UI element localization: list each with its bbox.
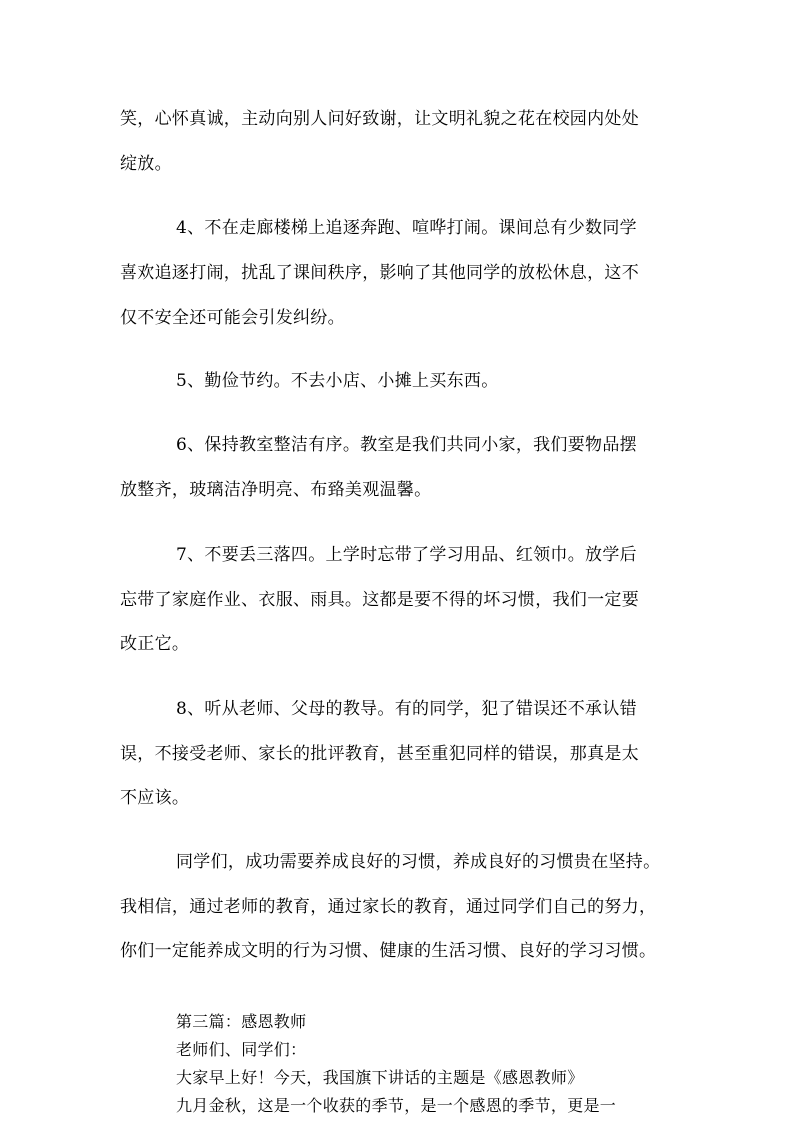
paragraph-line-2: 绽放。 bbox=[120, 154, 172, 174]
greeting-line: 大家早上好！今天，我国旗下讲话的主题是《感恩教师》 bbox=[176, 1068, 584, 1087]
paragraph-line-9: 7、不要丢三落四。上学时忘带了学习用品、红领巾。放学后 bbox=[176, 545, 637, 565]
paragraph-line-17: 你们一定能养成文明的行为习惯、健康的生活习惯、良好的学习习惯。 bbox=[120, 941, 657, 961]
paragraph-line-15: 同学们，成功需要养成良好的习惯，养成良好的习惯贵在坚持。 bbox=[176, 852, 661, 872]
paragraph-line-4: 喜欢追逐打闹，扰乱了课间秩序，影响了其他同学的放松休息，这不 bbox=[120, 263, 639, 283]
section-heading: 第三篇：感恩教师 bbox=[176, 1012, 307, 1031]
paragraph-line-8: 放整齐，玻璃洁净明亮、布臵美观温馨。 bbox=[120, 480, 432, 500]
paragraph-line-16: 我相信，通过老师的教育，通过家长的教育，通过同学们自己的努力， bbox=[120, 897, 657, 917]
paragraph-line-6: 5、勤俭节约。不去小店、小摊上买东西。 bbox=[176, 371, 499, 391]
paragraph-line-12: 8、听从老师、父母的教导。有的同学，犯了错误还不承认错 bbox=[176, 699, 637, 719]
paragraph-line-13: 误，不接受老师、家长的批评教育，甚至重犯同样的错误，那真是太 bbox=[120, 744, 639, 764]
paragraph-line-11: 改正它。 bbox=[120, 634, 190, 654]
paragraph-line-3: 4、不在走廊楼梯上追逐奔跑、喧哗打闹。课间总有少数同学 bbox=[176, 218, 637, 238]
paragraph-line-5: 仅不安全还可能会引发纠纷。 bbox=[120, 308, 345, 328]
salutation-line: 老师们、同学们： bbox=[176, 1040, 307, 1059]
paragraph-line-21: 九月金秋，这是一个收获的季节，是一个感恩的季节，更是一 bbox=[176, 1096, 617, 1115]
paragraph-line-7: 6、保持教室整洁有序。教室是我们共同小家，我们要物品摆 bbox=[176, 435, 637, 455]
paragraph-line-1: 笑，心怀真诚，主动向别人问好致谢，让文明礼貌之花在校园内处处 bbox=[120, 109, 639, 129]
paragraph-line-10: 忘带了家庭作业、衣服、雨具。这都是要不得的坏习惯，我们一定要 bbox=[120, 590, 639, 610]
paragraph-line-14: 不应该。 bbox=[120, 788, 190, 808]
